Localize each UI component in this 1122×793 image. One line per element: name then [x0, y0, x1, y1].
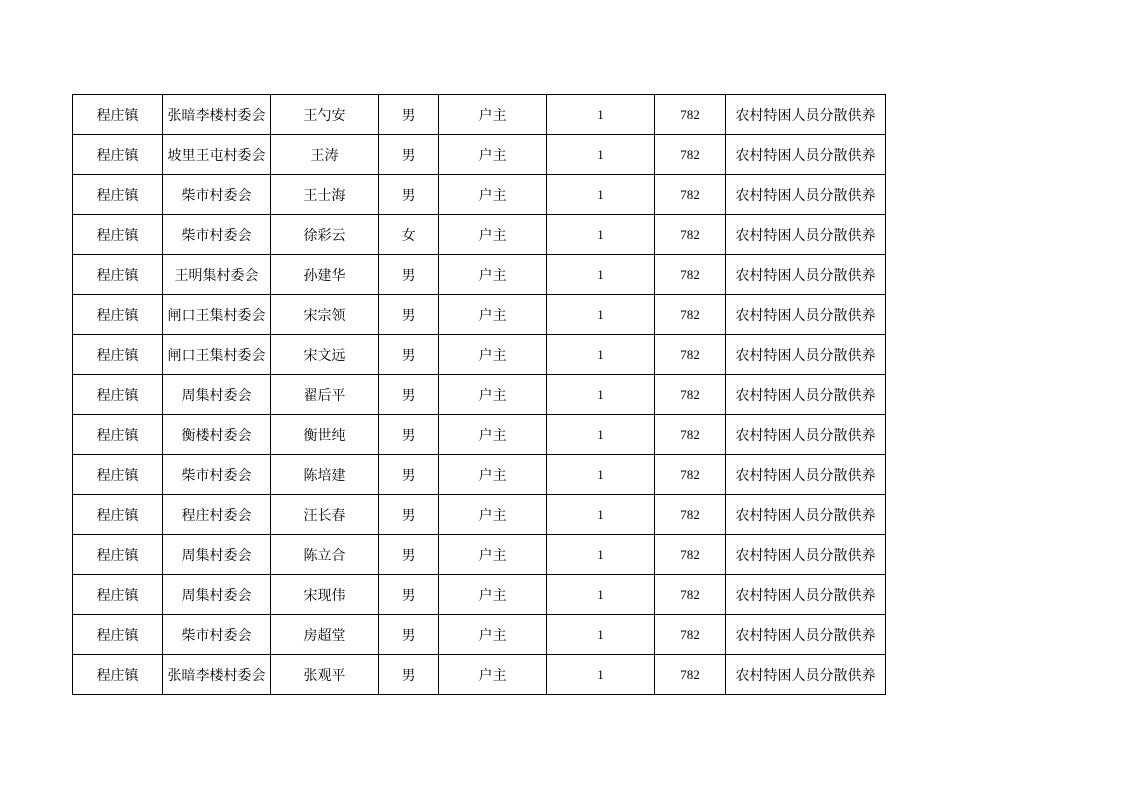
cell-amount: 782	[655, 375, 726, 415]
cell-amount: 782	[655, 95, 726, 135]
cell-amount: 782	[655, 415, 726, 455]
cell-town: 程庄镇	[73, 455, 163, 495]
cell-name: 翟后平	[271, 375, 379, 415]
cell-count: 1	[547, 175, 655, 215]
cell-town: 程庄镇	[73, 175, 163, 215]
cell-relation: 户主	[439, 415, 547, 455]
cell-category: 农村特困人员分散供养	[726, 335, 886, 375]
cell-gender: 男	[379, 575, 439, 615]
cell-name: 宋宗领	[271, 295, 379, 335]
cell-town: 程庄镇	[73, 615, 163, 655]
table-row	[73, 615, 886, 655]
cell-relation: 户主	[439, 455, 547, 495]
cell-town: 程庄镇	[73, 215, 163, 255]
cell-name: 王涛	[271, 135, 379, 175]
cell-relation: 户主	[439, 175, 547, 215]
table-row	[73, 295, 886, 335]
cell-amount: 782	[655, 615, 726, 655]
cell-name: 张观平	[271, 655, 379, 695]
cell-category: 农村特困人员分散供养	[726, 415, 886, 455]
cell-gender: 男	[379, 535, 439, 575]
cell-name: 徐彩云	[271, 215, 379, 255]
table-row	[73, 335, 886, 375]
cell-name: 汪长春	[271, 495, 379, 535]
table-row	[73, 215, 886, 255]
cell-category: 农村特困人员分散供养	[726, 455, 886, 495]
cell-village: 周集村委会	[163, 535, 271, 575]
table-row	[73, 175, 886, 215]
cell-village: 柴市村委会	[163, 455, 271, 495]
table-row	[73, 135, 886, 175]
cell-count: 1	[547, 575, 655, 615]
cell-category: 农村特困人员分散供养	[726, 255, 886, 295]
cell-count: 1	[547, 215, 655, 255]
cell-category: 农村特困人员分散供养	[726, 615, 886, 655]
cell-gender: 男	[379, 655, 439, 695]
cell-count: 1	[547, 375, 655, 415]
table-row	[73, 415, 886, 455]
cell-relation: 户主	[439, 375, 547, 415]
cell-relation: 户主	[439, 575, 547, 615]
cell-town: 程庄镇	[73, 335, 163, 375]
cell-amount: 782	[655, 295, 726, 335]
cell-name: 陈立合	[271, 535, 379, 575]
cell-count: 1	[547, 455, 655, 495]
cell-town: 程庄镇	[73, 415, 163, 455]
cell-name: 王勺安	[271, 95, 379, 135]
cell-count: 1	[547, 95, 655, 135]
cell-count: 1	[547, 255, 655, 295]
cell-village: 柴市村委会	[163, 215, 271, 255]
cell-name: 陈培建	[271, 455, 379, 495]
cell-gender: 男	[379, 455, 439, 495]
cell-relation: 户主	[439, 255, 547, 295]
cell-gender: 男	[379, 135, 439, 175]
cell-count: 1	[547, 535, 655, 575]
cell-amount: 782	[655, 495, 726, 535]
cell-town: 程庄镇	[73, 135, 163, 175]
cell-relation: 户主	[439, 495, 547, 535]
table-row	[73, 255, 886, 295]
cell-gender: 女	[379, 215, 439, 255]
cell-count: 1	[547, 655, 655, 695]
cell-name: 孙建华	[271, 255, 379, 295]
cell-gender: 男	[379, 175, 439, 215]
cell-name: 宋文远	[271, 335, 379, 375]
cell-name: 衡世纯	[271, 415, 379, 455]
cell-category: 农村特困人员分散供养	[726, 495, 886, 535]
cell-amount: 782	[655, 335, 726, 375]
cell-town: 程庄镇	[73, 255, 163, 295]
cell-amount: 782	[655, 535, 726, 575]
cell-relation: 户主	[439, 295, 547, 335]
cell-category: 农村特困人员分散供养	[726, 655, 886, 695]
cell-village: 衡楼村委会	[163, 415, 271, 455]
roster-table	[72, 94, 886, 695]
cell-relation: 户主	[439, 615, 547, 655]
cell-name: 房超堂	[271, 615, 379, 655]
cell-name: 宋现伟	[271, 575, 379, 615]
cell-amount: 782	[655, 455, 726, 495]
cell-relation: 户主	[439, 95, 547, 135]
cell-category: 农村特困人员分散供养	[726, 215, 886, 255]
cell-village: 闸口王集村委会	[163, 295, 271, 335]
cell-name: 王士海	[271, 175, 379, 215]
cell-category: 农村特困人员分散供养	[726, 135, 886, 175]
cell-count: 1	[547, 415, 655, 455]
cell-town: 程庄镇	[73, 535, 163, 575]
cell-village: 张暗李楼村委会	[163, 95, 271, 135]
table-row	[73, 375, 886, 415]
cell-gender: 男	[379, 495, 439, 535]
cell-town: 程庄镇	[73, 95, 163, 135]
cell-town: 程庄镇	[73, 375, 163, 415]
cell-count: 1	[547, 335, 655, 375]
cell-gender: 男	[379, 415, 439, 455]
cell-category: 农村特困人员分散供养	[726, 375, 886, 415]
cell-relation: 户主	[439, 135, 547, 175]
cell-gender: 男	[379, 615, 439, 655]
cell-village: 柴市村委会	[163, 175, 271, 215]
table-row	[73, 535, 886, 575]
cell-gender: 男	[379, 295, 439, 335]
cell-relation: 户主	[439, 535, 547, 575]
cell-amount: 782	[655, 655, 726, 695]
cell-gender: 男	[379, 255, 439, 295]
cell-category: 农村特困人员分散供养	[726, 95, 886, 135]
cell-count: 1	[547, 495, 655, 535]
cell-town: 程庄镇	[73, 495, 163, 535]
table-row	[73, 575, 886, 615]
cell-gender: 男	[379, 335, 439, 375]
cell-gender: 男	[379, 95, 439, 135]
table-row	[73, 95, 886, 135]
cell-village: 闸口王集村委会	[163, 335, 271, 375]
cell-village: 坡里王屯村委会	[163, 135, 271, 175]
cell-town: 程庄镇	[73, 655, 163, 695]
cell-village: 柴市村委会	[163, 615, 271, 655]
cell-amount: 782	[655, 575, 726, 615]
cell-amount: 782	[655, 135, 726, 175]
cell-relation: 户主	[439, 335, 547, 375]
cell-amount: 782	[655, 215, 726, 255]
table-row	[73, 455, 886, 495]
cell-amount: 782	[655, 255, 726, 295]
cell-village: 王明集村委会	[163, 255, 271, 295]
cell-town: 程庄镇	[73, 295, 163, 335]
cell-category: 农村特困人员分散供养	[726, 575, 886, 615]
cell-village: 程庄村委会	[163, 495, 271, 535]
cell-town: 程庄镇	[73, 575, 163, 615]
cell-count: 1	[547, 135, 655, 175]
cell-village: 周集村委会	[163, 375, 271, 415]
cell-gender: 男	[379, 375, 439, 415]
cell-category: 农村特困人员分散供养	[726, 175, 886, 215]
table-row	[73, 495, 886, 535]
cell-count: 1	[547, 295, 655, 335]
table-row	[73, 655, 886, 695]
cell-category: 农村特困人员分散供养	[726, 295, 886, 335]
cell-village: 周集村委会	[163, 575, 271, 615]
cell-amount: 782	[655, 175, 726, 215]
cell-relation: 户主	[439, 215, 547, 255]
table-body	[73, 95, 886, 695]
cell-village: 张暗李楼村委会	[163, 655, 271, 695]
cell-category: 农村特困人员分散供养	[726, 535, 886, 575]
cell-count: 1	[547, 615, 655, 655]
cell-relation: 户主	[439, 655, 547, 695]
